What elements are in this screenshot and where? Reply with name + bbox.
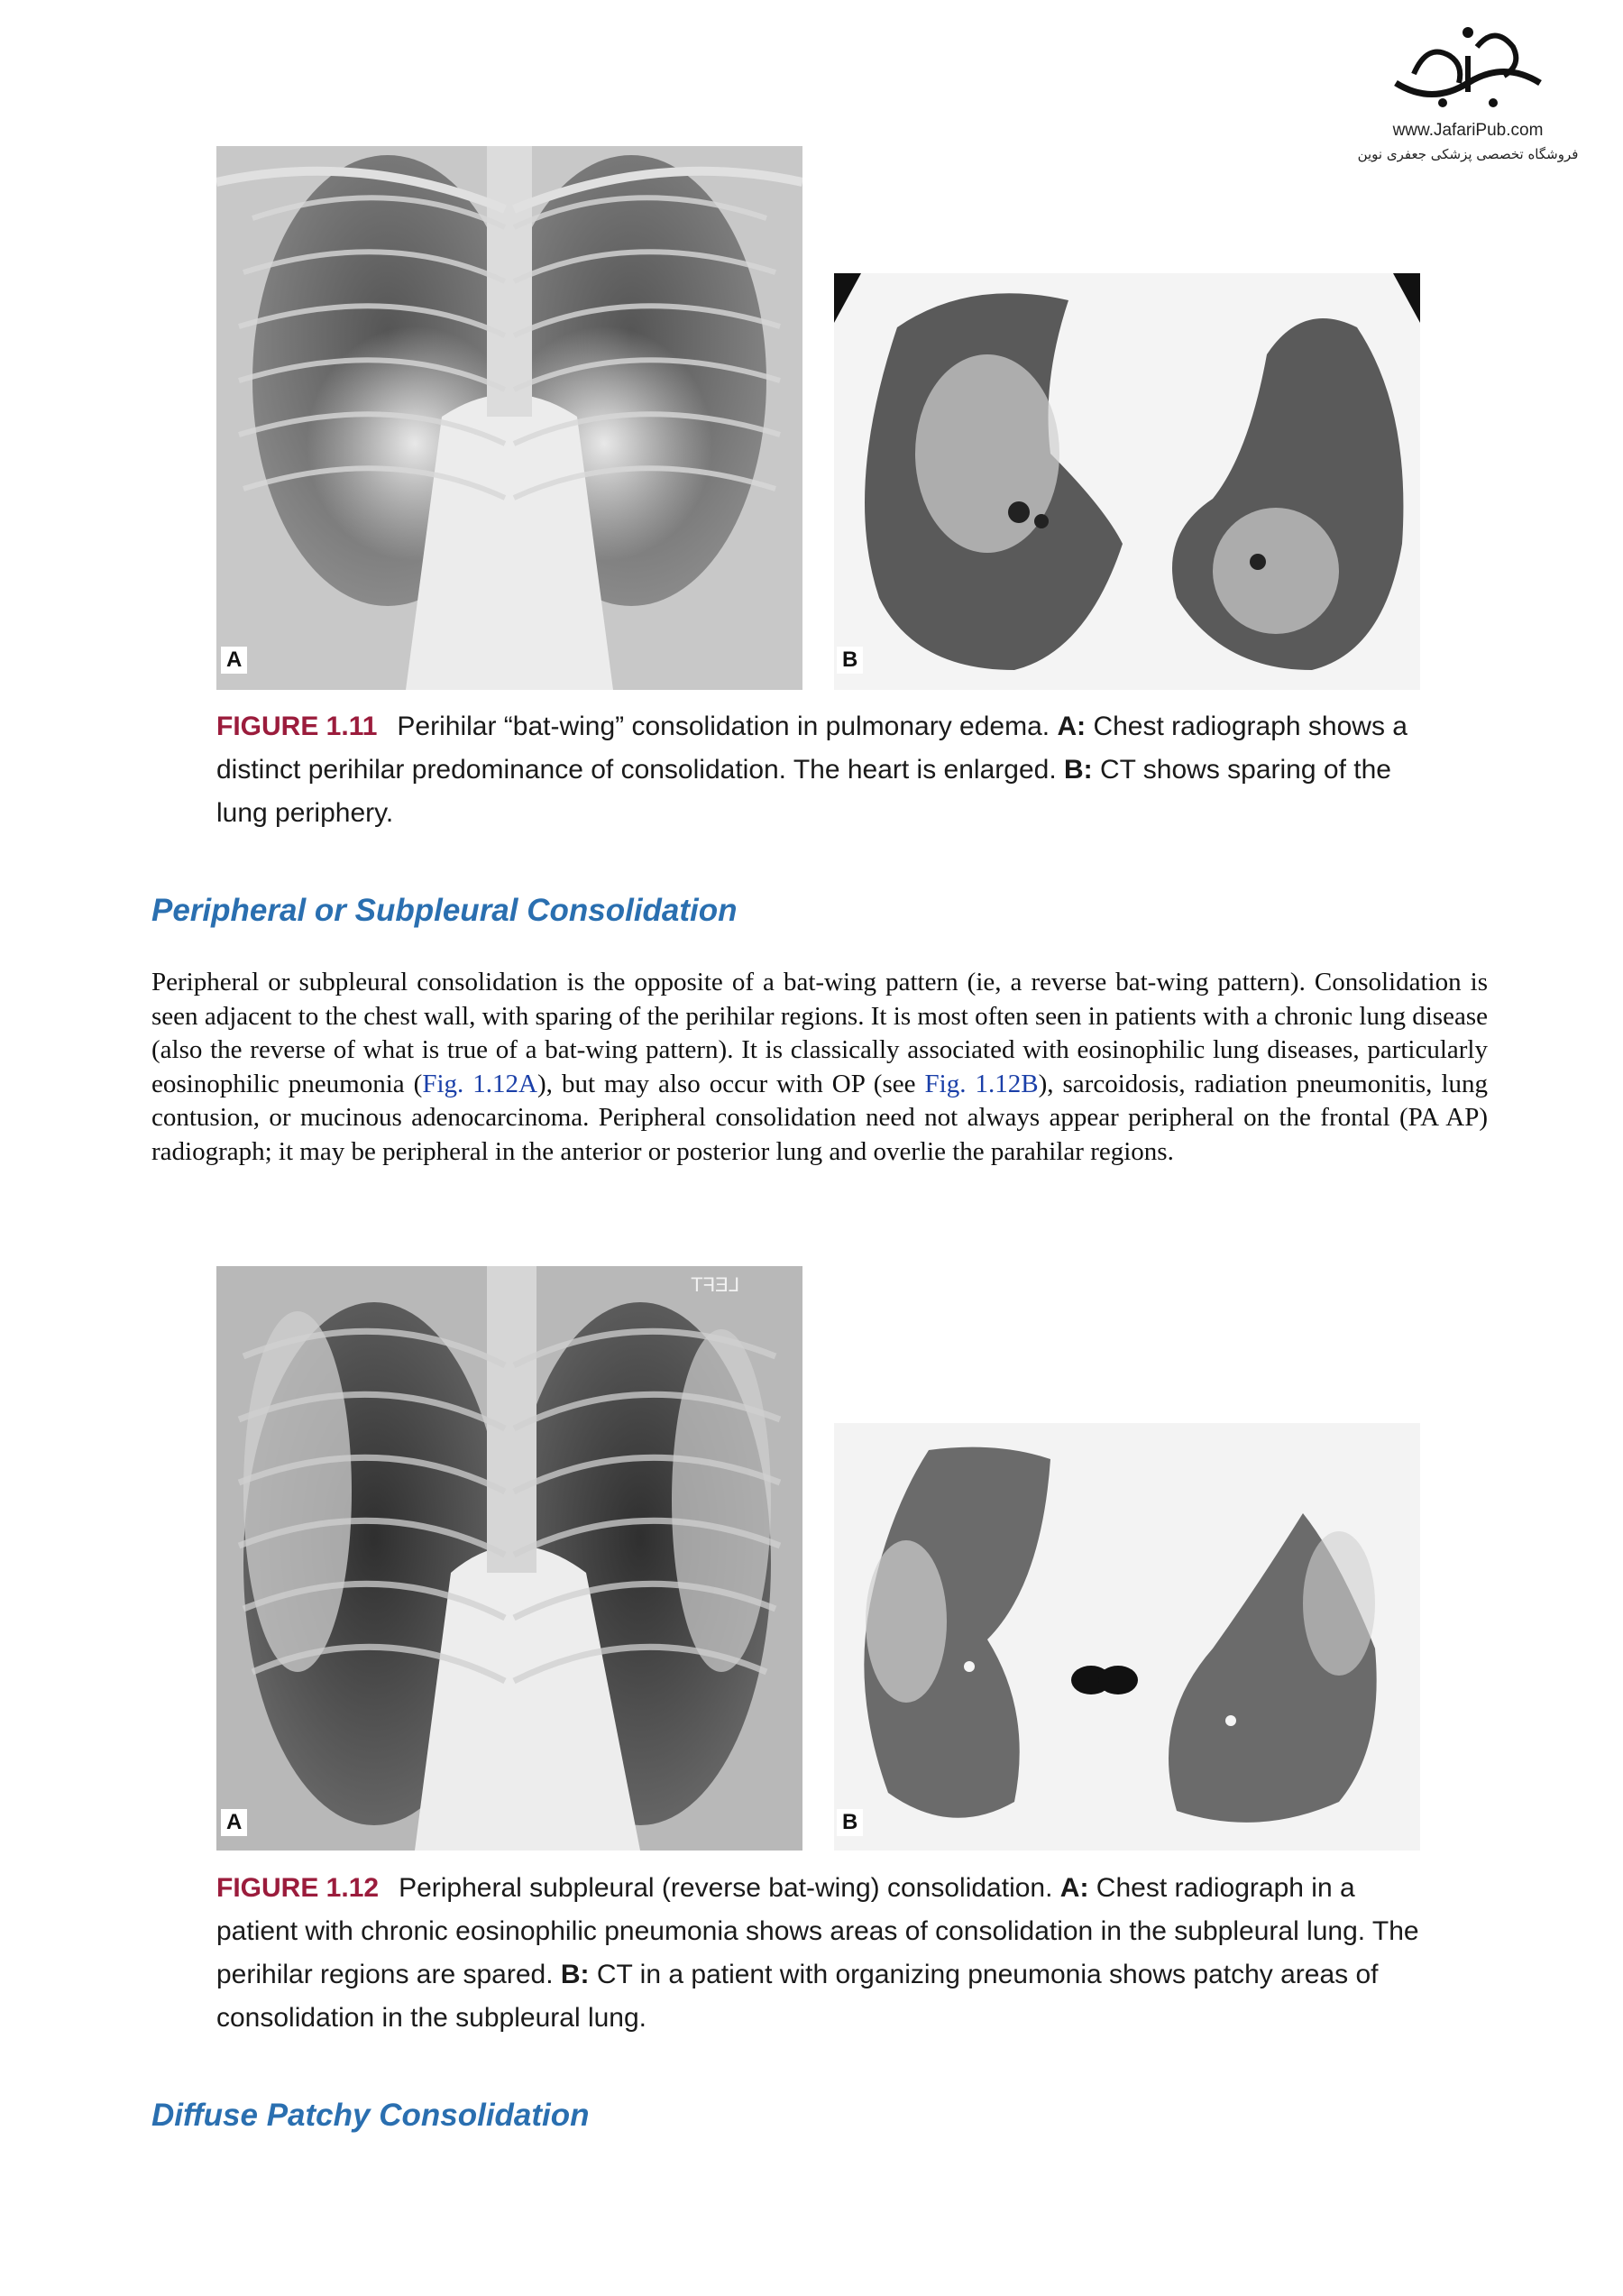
radiograph-marker: LEFT <box>691 1273 739 1296</box>
caption-text: CT in a patient with organizing pneumonia shows patchy areas of consolidation in the subpleural lung. <box>216 1960 1379 2033</box>
figure-reference-link[interactable]: Fig. 1.12B <box>924 1069 1039 1098</box>
caption-text: Chest radiograph shows a distinct perihilar predominance of consolidation. The heart is enlarged. <box>216 712 1408 785</box>
figure-1-12-radiograph-image <box>216 1266 802 1851</box>
jafari-logo-icon <box>1378 20 1558 119</box>
figure-1-12-label: FIGURE 1.12 <box>216 1873 380 1903</box>
panel-b-tag: B: <box>1064 755 1093 785</box>
panel-a-tag: A: <box>1059 1873 1089 1903</box>
panel-a-tag: A: <box>1057 712 1087 741</box>
figure-1-12-ct-image <box>834 1423 1420 1851</box>
section-heading-peripheral: Peripheral or Subpleural Consolidation <box>151 893 738 928</box>
figure-1-12-panel-a-label: A <box>221 1809 247 1836</box>
publisher-tagline: فروشگاه تخصصی پزشکی جعفری نوین <box>1357 146 1579 162</box>
figure-1-11-ct-image <box>834 273 1420 690</box>
panel-b-tag: B: <box>560 1960 590 1989</box>
figure-reference-link[interactable]: Fig. 1.12A <box>422 1069 538 1098</box>
caption-text: Perihilar “bat-wing” consolidation in pulmonary edema. <box>397 712 1050 741</box>
body-paragraph: Peripheral or subpleural consolidation is the opposite of a bat-wing pattern (ie, a reverse bat-wing pattern). Consolidation is seen adjacent to the chest wall, with sparing of the perihilar regions. It is most often seen in patients with a chronic lung disease (also the reverse of what is true of a bat-wing pattern). It is classically associated with eosinophilic lung diseases, particularly eosinophilic pneumonia (Fig. 1.12A), but may also occur with OP (see Fig. 1.12B), sarcoidosis, radiation pneumonitis, lung contusion, or mucinous adenocarcinoma. Peripheral consolidation need not always appear peripheral on the frontal (PA AP) radiograph; it may be peripheral in the anterior or posterior lung and overlie the parahilar regions. <box>151 968 1488 1166</box>
caption-text: Chest radiograph in a patient with chronic eosinophilic pneumonia shows areas of consolidation in the subpleural lung. The perihilar regions are spared. <box>216 1873 1419 1989</box>
figure-1-11-panel-a-label: A <box>221 647 247 674</box>
caption-text: Peripheral subpleural (reverse bat-wing) consolidation. <box>399 1873 1053 1903</box>
figure-1-11-panel-b-label: B <box>837 647 863 674</box>
figure-1-11-radiograph-image <box>216 146 802 690</box>
publisher-url: www.JafariPub.com <box>1392 121 1544 140</box>
publisher-logo <box>1333 20 1603 182</box>
figure-1-11-label: FIGURE 1.11 <box>216 712 378 741</box>
caption-text: CT shows sparing of the lung periphery. <box>216 755 1391 828</box>
figure-1-12-panel-b-label: B <box>837 1809 863 1836</box>
figure-1-12-caption <box>216 1867 1421 2040</box>
section-heading-diffuse: Diffuse Patchy Consolidation <box>151 2098 590 2133</box>
figure-1-11-caption <box>216 705 1421 835</box>
